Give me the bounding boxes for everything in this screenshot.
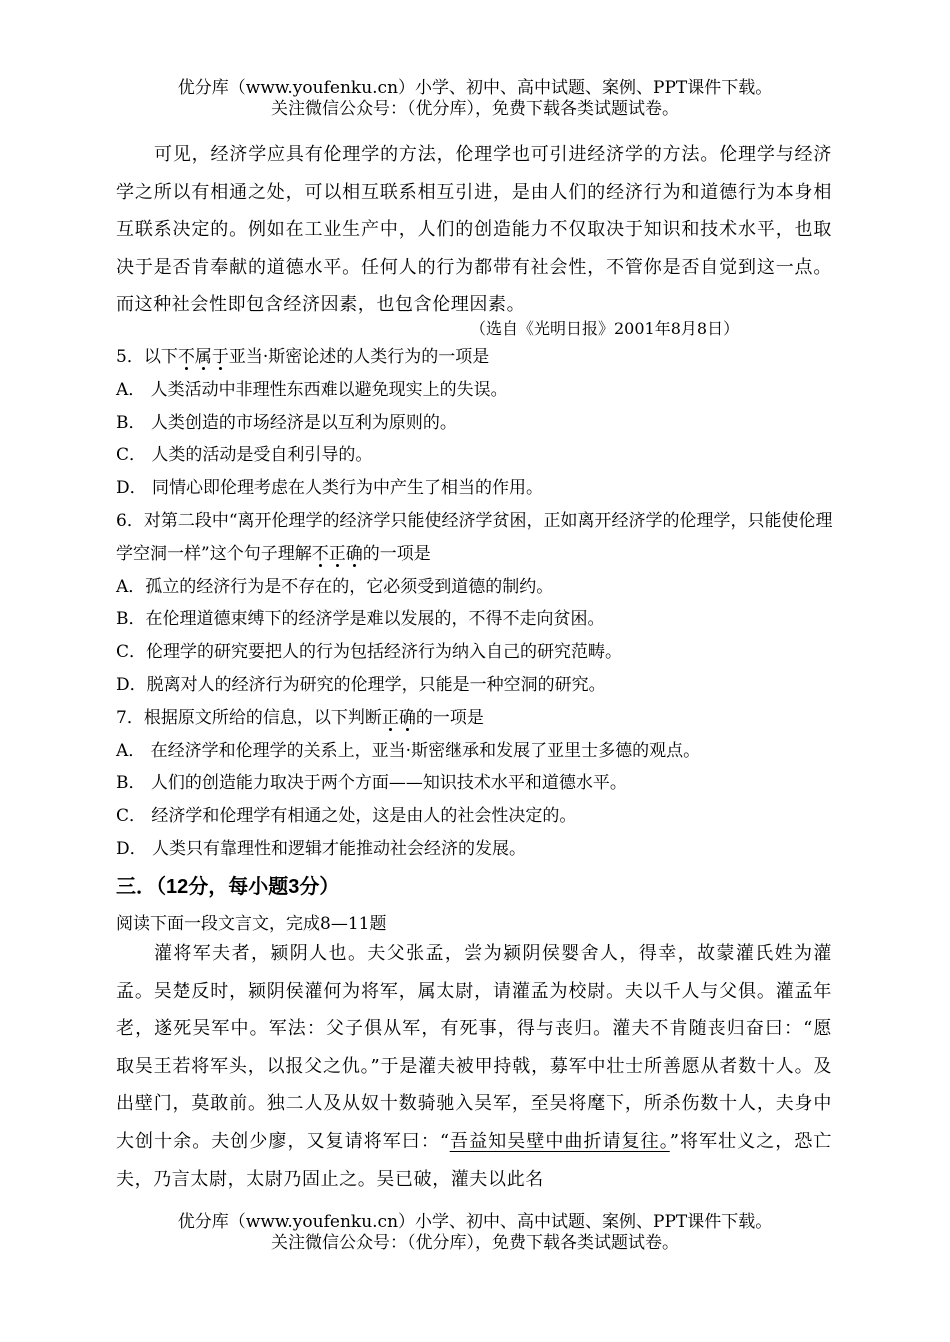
passage-2: [116, 935, 832, 1198]
question-7-option: B． 人们的创造能力取决于两个方面——知识技术水平和道德水平。: [116, 773, 627, 794]
question-6-option: A．孤立的经济行为是不存在的，它必须受到道德的制约。: [116, 576, 554, 597]
q7-stem-pre: 7．根据原文所给的信息，以下判断: [116, 707, 382, 728]
question-7-option: C． 经济学和伦理学有相通之处，这是由人的社会性决定的。: [116, 806, 577, 827]
banner-line-2: 关注微信公众号：（优分库），免费下载各类试题试卷。: [271, 99, 679, 119]
questions-block: [116, 341, 840, 866]
emphasis-char: 确: [345, 543, 363, 564]
question-6-option: B．在伦理道德束缚下的经济学是难以发展的，不得不走向贫困。: [116, 609, 605, 630]
question-7-option: D． 人类只有靠理性和逻辑才能推动社会经济的发展。: [116, 838, 527, 859]
footer-banner: [0, 1212, 950, 1254]
emphasis-char: 确: [398, 707, 416, 728]
q6-stem-post: 的一项是: [362, 543, 431, 564]
passage-2-text-pre: 灌将军夫者，颍阴人也。夫父张孟，尝为颍阴侯婴舍人，得幸，故蒙灌氏姓为灌孟。吴楚反时，颍阴侯灌何为将军，属太尉，请灌孟为校尉。夫以千人与父俱。灌孟年老，遂死吴军中。军法：父子俱从军，有死事，得与丧归。灌夫不肯随丧归奋曰：“愿取吴王若将军头，以报父之仇。”于是灌夫被甲持戟，募军中壮士所善愿从者数十人。及出壁门，莫敢前。独二人及从奴十数骑驰入吴军，至吴将麾下，所杀伤数十人，夫身中大创十余。夫创少廖，又复请将军曰：“: [116, 943, 832, 1152]
emphasis-char: 属: [194, 347, 212, 367]
question-5-option: C． 人类的活动是受自利引导的。: [116, 445, 373, 466]
question-6-option: C．伦理学的研究要把人的行为包括经济行为纳入自己的研究范畴。: [116, 642, 623, 663]
passage-2-text: [116, 935, 832, 1198]
emphasis-char: 于: [211, 347, 229, 367]
passage-1: [116, 136, 832, 324]
q5-stem-pre: 5．以下: [116, 347, 178, 367]
question-5-stem: [116, 341, 840, 374]
question-5-option: B． 人类创造的市场经济是以互利为原则的。: [116, 412, 457, 433]
banner-line-2: 关注微信公众号：（优分库），免费下载各类试题试卷。: [271, 1233, 679, 1253]
question-7-stem: [116, 702, 840, 735]
passage-1-text: 可见，经济学应具有伦理学的方法，伦理学也可引进经济学的方法。伦理学与经济学之所以有相通之处，可以相互联系相互引进，是由人们的经济行为和道德行为本身相互联系决定的。例如在工业生产中，人们的创造能力不仅取决于知识和技术水平，也取决于是否肯奉献的道德水平。任何人的行为都带有社会性，不管你是否自觉到这一点。而这种社会性即包含经济因素，也包含伦理因素。: [116, 144, 832, 316]
question-5-option: D． 同情心即伦理考虑在人类行为中产生了相当的作用。: [116, 478, 544, 499]
question-6-stem: [116, 505, 840, 571]
underlined-sentence: 吾益知吴壁中曲折请复往。: [449, 1130, 670, 1152]
q5-stem-post: 亚当·斯密论述的人类行为的一项是: [228, 347, 490, 367]
passage-1-source: （选自《光明日报》2001年8月8日）: [470, 319, 740, 338]
header-banner: [0, 78, 950, 120]
question-5-option: A． 人类活动中非理性东西难以避免现实上的失误。: [116, 379, 508, 400]
section-3-title: 三．（12分，每小题3分）: [116, 876, 340, 898]
emphasis-char: 正: [328, 543, 346, 564]
section-3-instruction: 阅读下面一段文言文，完成8—11题: [116, 914, 387, 934]
emphasis-char: 不: [311, 543, 329, 564]
passage-2-text-post: ”将军壮义之，恐亡夫，乃言太尉，太尉乃固止之。吴已破，灌夫以此名: [116, 1130, 832, 1190]
q6-stem-pre: 6．对第二段中“离开伦理学的经济学只能使经济学贫困，正如离开经济学的伦理学，只能使伦理学空洞一样”这个句子理解: [116, 510, 833, 564]
emphasis-char: 不: [177, 347, 195, 367]
question-6-option: D．脱离对人的经济行为研究的伦理学，只能是一种空洞的研究。: [116, 674, 606, 695]
banner-line-1: 优分库（www.youfenku.cn）小学、初中、高中试题、案例、PPT课件下载。: [177, 1212, 773, 1232]
question-7-option: A． 在经济学和伦理学的关系上，亚当·斯密继承和发展了亚里士多德的观点。: [116, 740, 701, 761]
emphasis-char: 正: [381, 707, 399, 728]
banner-line-1: 优分库（www.youfenku.cn）小学、初中、高中试题、案例、PPT课件下载。: [177, 78, 773, 98]
q7-stem-post: 的一项是: [415, 707, 484, 728]
